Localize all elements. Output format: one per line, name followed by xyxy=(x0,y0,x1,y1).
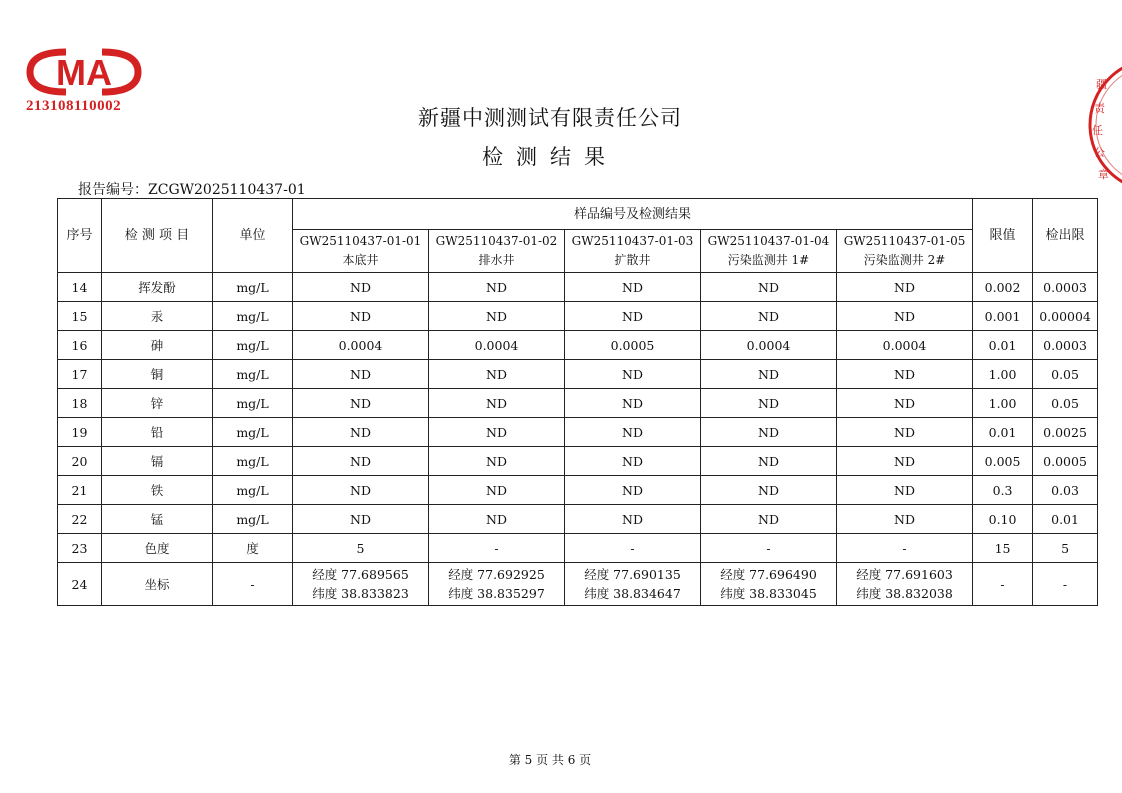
header-sample xyxy=(837,230,973,273)
table-row xyxy=(58,360,1098,389)
header-item: 检 测 项 目 xyxy=(102,199,213,273)
svg-text:公: 公 xyxy=(1094,146,1105,159)
row-unit: mg/L xyxy=(213,273,293,302)
longitude: 经度 77.696490 xyxy=(720,567,817,582)
row-result: 0.0004 xyxy=(293,331,429,360)
header-detection-limit: 检出限 xyxy=(1033,199,1098,273)
row-result: ND xyxy=(293,302,429,331)
longitude: 经度 77.691603 xyxy=(856,567,953,582)
table-row xyxy=(58,476,1098,505)
row-unit: - xyxy=(213,563,293,606)
svg-text:疆: 疆 xyxy=(1096,78,1107,91)
row-item: 坐标 xyxy=(102,563,213,606)
row-detection-limit: 0.0025 xyxy=(1033,418,1098,447)
row-result: 5 xyxy=(293,534,429,563)
latitude: 纬度 38.833045 xyxy=(720,586,817,601)
row-result: ND xyxy=(429,476,565,505)
row-limit: - xyxy=(973,563,1033,606)
row-result: ND xyxy=(565,476,701,505)
row-unit: mg/L xyxy=(213,331,293,360)
row-result: 0.0004 xyxy=(429,331,565,360)
row-result: ND xyxy=(429,418,565,447)
row-result: ND xyxy=(293,476,429,505)
coordinate-cell xyxy=(565,563,701,606)
latitude: 纬度 38.833823 xyxy=(312,586,409,601)
row-seq: 18 xyxy=(58,389,102,418)
row-item: 锌 xyxy=(102,389,213,418)
row-result: ND xyxy=(701,447,837,476)
latitude: 纬度 38.834647 xyxy=(584,586,681,601)
row-result: ND xyxy=(565,505,701,534)
row-item: 铅 xyxy=(102,418,213,447)
row-result: ND xyxy=(701,389,837,418)
row-limit: 0.01 xyxy=(973,331,1033,360)
row-result: ND xyxy=(429,447,565,476)
row-item: 锰 xyxy=(102,505,213,534)
row-seq: 24 xyxy=(58,563,102,606)
row-item: 挥发酚 xyxy=(102,273,213,302)
svg-text:任: 任 xyxy=(1092,124,1103,137)
row-result: ND xyxy=(565,360,701,389)
row-detection-limit: - xyxy=(1033,563,1098,606)
svg-text:责: 责 xyxy=(1094,102,1105,115)
row-result: ND xyxy=(565,389,701,418)
sample-name: 扩散井 xyxy=(614,253,651,267)
logo-code: 213108110002 xyxy=(26,98,122,114)
company-name: 新疆中测测试有限责任公司 xyxy=(418,106,682,130)
row-detection-limit: 0.05 xyxy=(1033,360,1098,389)
row-unit: mg/L xyxy=(213,360,293,389)
sample-name: 污染监测井 1# xyxy=(727,253,810,267)
row-result: - xyxy=(701,534,837,563)
table-row xyxy=(58,331,1098,360)
row-limit: 0.002 xyxy=(973,273,1033,302)
row-result: ND xyxy=(701,505,837,534)
page-number: 第 5 页 共 6 页 xyxy=(508,753,592,767)
row-result: - xyxy=(565,534,701,563)
header-sample xyxy=(293,230,429,273)
row-limit: 0.3 xyxy=(973,476,1033,505)
row-seq: 23 xyxy=(58,534,102,563)
row-result: ND xyxy=(837,360,973,389)
row-result: ND xyxy=(701,476,837,505)
row-item: 砷 xyxy=(102,331,213,360)
row-result: ND xyxy=(837,447,973,476)
row-result: ND xyxy=(837,505,973,534)
coordinate-cell xyxy=(429,563,565,606)
row-result: ND xyxy=(837,418,973,447)
row-result: ND xyxy=(701,273,837,302)
row-limit: 1.00 xyxy=(973,360,1033,389)
row-result: ND xyxy=(293,447,429,476)
row-result: ND xyxy=(293,505,429,534)
coordinate-row xyxy=(58,563,1098,606)
table-row xyxy=(58,389,1098,418)
row-detection-limit: 0.0005 xyxy=(1033,447,1098,476)
coordinate-cell xyxy=(837,563,973,606)
table-row xyxy=(58,534,1098,563)
row-result: ND xyxy=(429,360,565,389)
row-limit: 0.10 xyxy=(973,505,1033,534)
row-seq: 15 xyxy=(58,302,102,331)
row-detection-limit: 0.00004 xyxy=(1033,302,1098,331)
svg-text:章: 章 xyxy=(1098,168,1109,181)
longitude: 经度 77.692925 xyxy=(448,567,545,582)
row-result: ND xyxy=(701,360,837,389)
row-result: - xyxy=(429,534,565,563)
row-unit: mg/L xyxy=(213,476,293,505)
header-limit: 限值 xyxy=(973,199,1033,273)
header-seq: 序号 xyxy=(58,199,102,273)
coordinate-cell xyxy=(293,563,429,606)
row-result: ND xyxy=(565,447,701,476)
latitude: 纬度 38.832038 xyxy=(856,586,953,601)
row-limit: 1.00 xyxy=(973,389,1033,418)
row-item: 铜 xyxy=(102,360,213,389)
row-unit: mg/L xyxy=(213,389,293,418)
row-result: ND xyxy=(701,302,837,331)
row-result: ND xyxy=(429,302,565,331)
table-row xyxy=(58,302,1098,331)
row-result: ND xyxy=(837,476,973,505)
row-result: ND xyxy=(293,389,429,418)
row-seq: 20 xyxy=(58,447,102,476)
row-result: ND xyxy=(701,418,837,447)
row-unit: mg/L xyxy=(213,302,293,331)
row-detection-limit: 0.0003 xyxy=(1033,331,1098,360)
row-limit: 0.001 xyxy=(973,302,1033,331)
sample-name: 污染监测井 2# xyxy=(863,253,946,267)
header-sample xyxy=(565,230,701,273)
sample-id: GW25110437-01-05 xyxy=(843,234,966,248)
row-detection-limit: 0.05 xyxy=(1033,389,1098,418)
longitude: 经度 77.689565 xyxy=(312,567,409,582)
row-result: - xyxy=(837,534,973,563)
row-seq: 14 xyxy=(58,273,102,302)
row-unit: mg/L xyxy=(213,505,293,534)
logo-text: MA xyxy=(56,52,112,93)
row-detection-limit: 0.03 xyxy=(1033,476,1098,505)
row-seq: 16 xyxy=(58,331,102,360)
row-result: ND xyxy=(565,273,701,302)
row-result: ND xyxy=(429,273,565,302)
row-unit: 度 xyxy=(213,534,293,563)
row-limit: 0.005 xyxy=(973,447,1033,476)
row-seq: 19 xyxy=(58,418,102,447)
row-result: ND xyxy=(837,389,973,418)
table-row xyxy=(58,447,1098,476)
row-result: 0.0004 xyxy=(837,331,973,360)
longitude: 经度 77.690135 xyxy=(584,567,681,582)
sample-id: GW25110437-01-01 xyxy=(299,234,422,248)
document-title: 检测结果 xyxy=(482,145,618,169)
sample-id: GW25110437-01-03 xyxy=(571,234,694,248)
row-seq: 21 xyxy=(58,476,102,505)
row-unit: mg/L xyxy=(213,447,293,476)
cma-mark-icon xyxy=(26,46,142,98)
row-limit: 0.01 xyxy=(973,418,1033,447)
row-item: 镉 xyxy=(102,447,213,476)
row-detection-limit: 5 xyxy=(1033,534,1098,563)
row-result: ND xyxy=(293,418,429,447)
sample-name: 本底井 xyxy=(342,253,379,267)
sample-name: 排水井 xyxy=(478,253,515,267)
row-result: ND xyxy=(565,302,701,331)
header-sample xyxy=(429,230,565,273)
row-detection-limit: 0.0003 xyxy=(1033,273,1098,302)
row-unit: mg/L xyxy=(213,418,293,447)
latitude: 纬度 38.835297 xyxy=(448,586,545,601)
table-row xyxy=(58,505,1098,534)
row-limit: 15 xyxy=(973,534,1033,563)
row-detection-limit: 0.01 xyxy=(1033,505,1098,534)
report-number: 报告编号：ZCGW2025110437-01 xyxy=(78,182,306,198)
sample-id: GW25110437-01-04 xyxy=(707,234,830,248)
row-item: 汞 xyxy=(102,302,213,331)
coordinate-cell xyxy=(701,563,837,606)
header-sample-group: 样品编号及检测结果 xyxy=(293,199,973,230)
row-seq: 17 xyxy=(58,360,102,389)
row-item: 铁 xyxy=(102,476,213,505)
sample-id: GW25110437-01-02 xyxy=(435,234,558,248)
row-seq: 22 xyxy=(58,505,102,534)
row-result: ND xyxy=(429,389,565,418)
results-table xyxy=(57,198,1098,606)
row-result: ND xyxy=(293,273,429,302)
table-row xyxy=(58,273,1098,302)
header-sample xyxy=(701,230,837,273)
table-row xyxy=(58,418,1098,447)
row-result: ND xyxy=(429,505,565,534)
row-result: 0.0005 xyxy=(565,331,701,360)
header-unit: 单位 xyxy=(213,199,293,273)
row-result: 0.0004 xyxy=(701,331,837,360)
row-result: ND xyxy=(837,302,973,331)
row-result: ND xyxy=(293,360,429,389)
row-result: ND xyxy=(565,418,701,447)
row-item: 色度 xyxy=(102,534,213,563)
row-result: ND xyxy=(837,273,973,302)
